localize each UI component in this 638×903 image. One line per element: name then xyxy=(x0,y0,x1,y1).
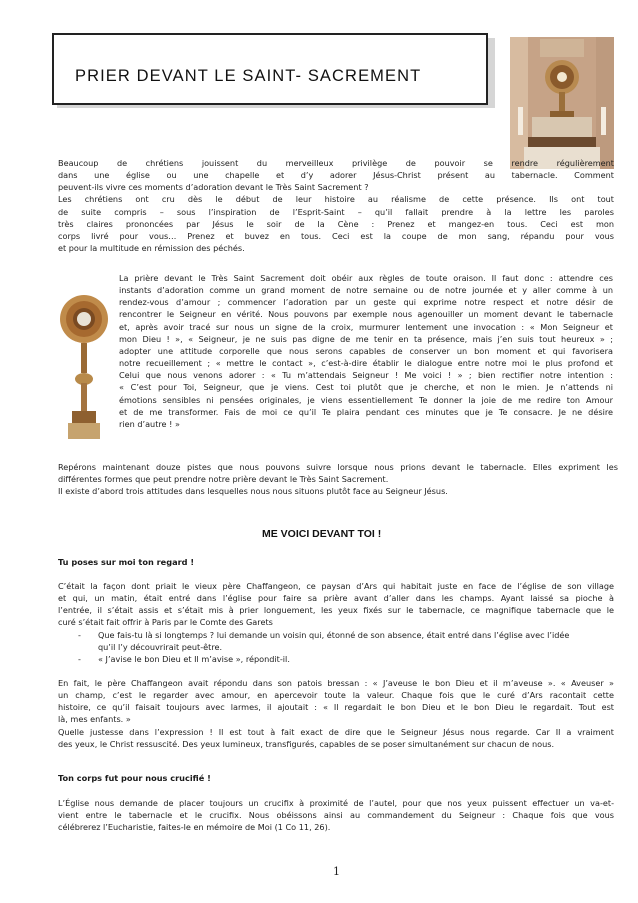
eglise-line: vient entre le tabernacle et le crucifix. Nous obéissons ainsi au commandement du Seigneur : Chaque fois que vous xyxy=(58,810,614,821)
monstrance-image xyxy=(58,283,110,443)
page-number: 1 xyxy=(333,865,340,878)
list-item xyxy=(58,653,614,665)
prayer-line: rien d’autre ! » xyxy=(119,418,180,429)
intro-line: peuvent-ils vivre ces moments d’adoration devant le Très Saint Sacrement ? xyxy=(58,182,369,193)
prayer-line: et de me transformer. Fais de moi ce qu’il Te plaira pendant ces minutes que je Te consacre. Je ne désire xyxy=(119,406,613,417)
eglise-line: célébrerez l’Eucharistie, faites-le en mémoire de Moi (1 Co 11, 26). xyxy=(58,822,331,833)
enfait-line: En fait, le père Chaffangeon avait répondu dans son patois bressan : « J’aveuse le bon Dieu et il m’aveuse ». « Aveuser » xyxy=(58,678,614,688)
title-box xyxy=(52,33,488,105)
intro-line: corps livré pour vous… Prenez et buvez en tous. Ceci est la coupe de mon sang, répandu pour vous xyxy=(58,230,614,241)
chaffangeon-paragraph xyxy=(58,580,614,629)
prayer-line: instants d’adoration comme un grand moment de notre semaine ou de notre journée et y aller comme à un xyxy=(119,285,613,296)
section-heading: ME VOICI DEVANT TOI ! xyxy=(262,528,382,540)
eglise-paragraph xyxy=(58,797,614,833)
prayer-line: adopter une attitude corporelle que nous serons capables de conserver un bon moment et qui favorisera xyxy=(119,345,613,356)
intro-line: dans une église ou une chapelle et d’y adorer Jésus-Christ présent au tabernacle. Comment xyxy=(58,170,614,181)
intro-line: Beaucoup de chrétiens jouissent du merveilleux privilège de pouvoir se rendre régulièrement xyxy=(58,158,614,168)
prayer-line: « C’est pour Toi, Seigneur, que je viens. Cest toi plutôt que je cherche, et non le mien. Je n’attends ni xyxy=(119,382,613,393)
reperons-paragraph xyxy=(58,461,618,497)
list-item xyxy=(58,629,614,653)
reperons-line: différentes formes que peut prendre notre prière devant le Très Saint Sacrement. xyxy=(58,474,389,485)
enfait-line: là, mes enfants. » xyxy=(58,714,131,725)
bullet-dash-icon: - xyxy=(78,654,81,665)
prayer-line: et, après avoir tracé sur nous un signe de la croix, murmurer lentement une invocation : « Mon Seigneur et xyxy=(119,321,613,332)
prayer-line: rendez-vous d’amour ; commencer l’adoration par un geste qui exprime notre respect et notre désir de xyxy=(119,297,613,308)
reperons-line: Il existe d’abord trois attitudes dans lesquelles nous nous situons plutôt face au Seigneur Jésus. xyxy=(58,486,448,497)
bullet-line: Que fais-tu là si longtemps ? lui demande un voisin qui, étonné de son absence, était entré dans l’église avec l’idée xyxy=(98,630,570,640)
intro-paragraph xyxy=(58,157,614,254)
chaffangeon-line: et qui, un matin, était entré dans l’église pour faire sa prière avant d’aller dans les champs. Ayant laissé sa pioche à xyxy=(58,593,614,604)
monstrance-altar-photo xyxy=(510,37,614,169)
intro-line: Les chrétiens ont cru dès le début de leur histoire au réalisme de cette présence. Ils ont tout xyxy=(58,194,614,205)
bullet-dash-icon: - xyxy=(78,630,81,640)
dialogue-list xyxy=(58,629,614,665)
chaffangeon-line: curé s’était fait offrir à Paris par le Comte des Garets xyxy=(58,617,273,628)
subheading-crucifie: Ton corps fut pour nous crucifié ! xyxy=(58,773,211,783)
prayer-line: La prière devant le Très Saint Sacrement doit obéir aux règles de toute oraison. Il faut donc : attendre ces xyxy=(119,273,613,283)
intro-line: de suite compris – sous l’inspiration de l’Esprit-Saint – qu’il fallait prendre à la lettre les paroles xyxy=(58,206,614,217)
intro-line: très claires prononcées par Jésus le soir de la Cène : Prenez et mangez-en tous. Ceci est mon xyxy=(58,218,614,229)
enfait-line: des yeux, le Christ ressuscité. Des yeux lumineux, transfigurés, capables de se poser simultanément sur chacun de nous. xyxy=(58,738,555,749)
eglise-line: L’Église nous demande de placer toujours un crucifix à proximité de l’autel, pour que nos yeux puissent effectuer un va-et- xyxy=(58,798,614,808)
subheading-regard: Tu poses sur moi ton regard ! xyxy=(58,557,195,567)
enfait-paragraph xyxy=(58,677,614,750)
prayer-line: Celui que nous venons adorer : « Tu m’attendais Seigneur ! Me voici ! » ; bien rectifier notre intention : xyxy=(119,370,613,381)
enfait-line: Quelle justesse dans l’expression ! Il est tout à fait exact de dire que le Seigneur Jésus nous regarde. Car Il a vraiment xyxy=(58,726,614,737)
bullet-line: qu’il l’y découvrirait peut-être. xyxy=(98,642,223,653)
prayer-line: rencontrer le Seigneur en vérité. Nous pouvons par exemple nous agenouiller un moment devant le tabernacle xyxy=(119,309,613,320)
reperons-line: Repérons maintenant douze pistes que nous pouvons suivre lorsque nous prions devant le tabernacle. Elles expriment les xyxy=(58,462,618,472)
prayer-line: notre recueillement ; « mettre le contact », c’est-à-dire établir le dialogue entre notre moi le plus profond et xyxy=(119,358,613,369)
enfait-line: histoire, ce qu’il faisait toujours avec larmes, il ajoutait : « Il regardait le bon Dieu et le bon Dieu le regardait. Tout est xyxy=(58,702,614,713)
chaffangeon-line: l’entrée, il s’était assis et s’était mis à prier longuement, les yeux fixés sur le tabernacle, ce magnifique tabernacle que le xyxy=(58,605,614,616)
bullet-line: « J’avise le bon Dieu et Il m’avise », répondit-il. xyxy=(98,654,290,665)
monstrance-photo xyxy=(58,283,110,443)
intro-line: et pour la multitude en rémission des péchés. xyxy=(58,243,245,254)
prayer-line: émotions sensibles ni pensées originales, je viens essentiellement Te donner la joie de me redire ton Amour xyxy=(119,394,613,405)
chaffangeon-line: C’était la façon dont priait le vieux père Chaffangeon, ce paysan d’Ars qui habitait juste en face de l’église de son village xyxy=(58,581,614,591)
prayer-line: mon Dieu ! », « Seigneur, je ne suis pas digne de me tenir en ta présence, mais j’en suis tout heureux » ; xyxy=(119,333,613,344)
enfait-line: un champ, c’est le regarder avec amour, en apercevoir toute la valeur. Chaque fois que le curé d’Ars racontait cette xyxy=(58,690,614,701)
prayer-rules-paragraph xyxy=(119,272,613,430)
monstrance-altar-image xyxy=(510,37,614,169)
page-title: PRIER DEVANT LE SAINT- SACREMENT xyxy=(75,67,422,85)
